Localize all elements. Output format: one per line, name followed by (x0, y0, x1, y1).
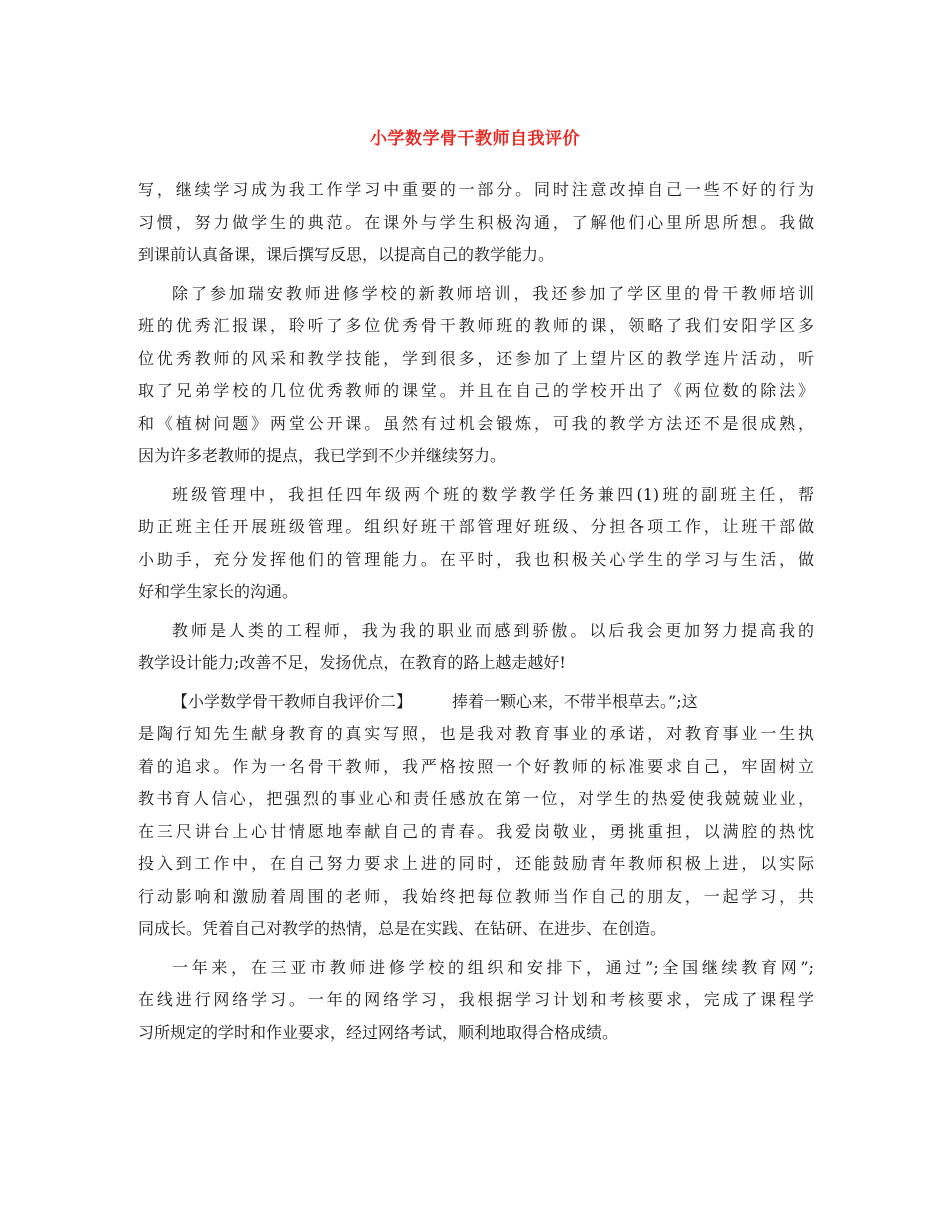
document-body (138, 174, 814, 1049)
paragraph-line: 助正班主任开展班级管理。组织好班干部管理好班级、分担各项工作，让班干部做 (138, 517, 814, 536)
section-heading: 【小学数学骨干教师自我评价二】 (172, 691, 413, 711)
paragraph-line: 投入到工作中，在自己努力要求上进的同时，还能鼓励青年教师积极上进，以实际 (138, 854, 814, 873)
paragraph-line: 行动影响和激励着周围的老师，我始终把每位教师当作自己的朋友，一起学习，共 (138, 886, 814, 906)
paragraph-line: 教书育人信心，把强烈的事业心和责任感放在第一位，对学生的热爱使我兢兢业业， (138, 789, 814, 808)
paragraph-line: 班级管理中，我担任四年级两个班的数学教学任务兼四(1)班的副班主任，帮 (172, 484, 814, 504)
paragraph-line: 小助手，充分发挥他们的管理能力。在平时，我也积极关心学生的学习与生活，做 (138, 549, 814, 569)
paragraph-line: 在三尺讲台上心甘情愿地奉献自己的青春。我爱岗敬业，勇挑重担，以满腔的热忱 (138, 821, 814, 841)
paragraph-line: 在线进行网络学习。一年的网络学习，我根据学习计划和考核要求，完成了课程学 (138, 990, 814, 1009)
paragraph-line: 班的优秀汇报课，聆听了多位优秀骨干教师班的教师的课，领略了我们安阳学区多 (138, 316, 814, 335)
paragraph-line: 是陶行知先生献身教育的真实写照，也是我对教育事业的承诺，对教育事业一生执 (138, 724, 814, 743)
document-title: 小学数学骨干教师自我评价 (370, 129, 580, 149)
paragraph-line: 到课前认真备课，课后撰写反思，以提高自己的教学能力。 (138, 245, 555, 264)
paragraph-line: 和《植树问题》两堂公开课。虽然有过机会锻炼，可我的教学方法还不是很成熟， (138, 413, 814, 433)
paragraph-line: 好和学生家长的沟通。 (138, 582, 299, 601)
paragraph-line: 因为许多老教师的提点，我已学到不少并继续努力。 (138, 446, 507, 465)
paragraph-line-with-heading (138, 686, 814, 719)
paragraph-line: 教师是人类的工程师，我为我的职业而感到骄傲。以后我会更加努力提高我的 (172, 620, 814, 640)
paragraph-line: 取了兄弟学校的几位优秀教师的课堂。并且在自己的学校开出了《两位数的除法》 (138, 381, 814, 400)
paragraph-line: 习惯，努力做学生的典范。在课外与学生积极沟通，了解他们心里所思所想。我做 (138, 212, 814, 232)
paragraph-line: 习所规定的学时和作业要求，经过网络考试，顺利地取得合格成绩。 (138, 1022, 619, 1042)
paragraph-line: 教学设计能力;改善不足，发扬优点，在教育的路上越走越好! (138, 653, 566, 672)
paragraph-line: 写，继续学习成为我工作学习中重要的一部分。同时注意改掉自己一些不好的行为 (138, 180, 814, 199)
paragraph-line: 位优秀教师的风采和教学技能，学到很多，还参加了上望片区的教学连片活动，听 (138, 348, 814, 368)
paragraph-line: 同成长。凭着自己对教学的热情，总是在实践、在钻研、在进步、在创造。 (138, 919, 667, 938)
paragraph-line: 着的追求。作为一名骨干教师，我严格按照一个好教师的标准要求自己，牢固树立 (138, 756, 814, 776)
paragraph-line-text: 捧着一颗心来，不带半根草去。”;这 (452, 691, 698, 711)
paragraph-line: 除了参加瑞安教师进修学校的新教师培训，我还参加了学区里的骨干教师培训 (172, 283, 814, 303)
paragraph-line: 一年来，在三亚市教师进修学校的组织和安排下，通过”;全国继续教育网”; (172, 957, 814, 977)
